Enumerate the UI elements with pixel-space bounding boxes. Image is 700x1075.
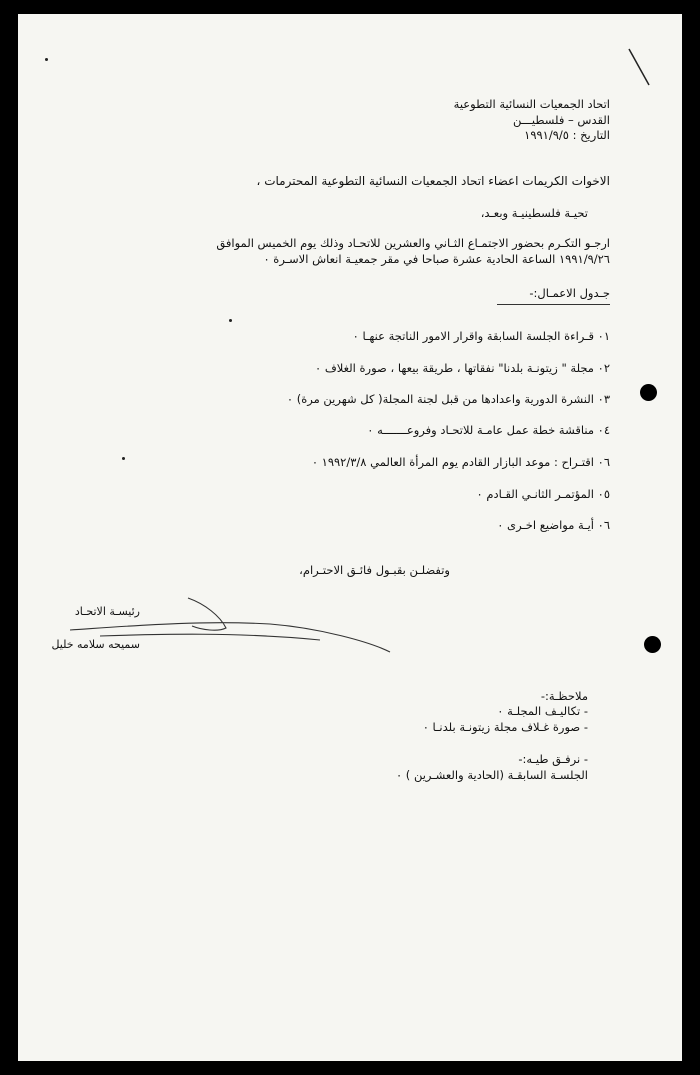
agenda-item: ٠٦ أيـة مواضيع اخـرى ٠ (497, 518, 610, 532)
note-item: - صورة غـلاف مجلة زيتونـة بلدنـا ٠ (422, 720, 588, 734)
agenda-item: ٠١ قـراءة الجلسة السابقة واقرار الامور الناتجة عنهـا ٠ (352, 329, 610, 343)
greeting: تحيـة فلسطينيـة وبعـد، (480, 206, 588, 220)
body-line-2: ١٩٩١/٩/٢٦ الساعة الحادية عشرة صباحا في مقر جمعيـة انعاش الاسـرة ٠ (263, 252, 610, 266)
note-item: - تكاليـف المجلـة ٠ (497, 704, 588, 718)
agenda-item: ٠٢ مجلة " زيتونـة بلدنا" نفقاتها ، طريقة بيعها ، صورة الغلاف ٠ (315, 361, 610, 375)
agenda-item: ٠٦ اقتـراح : موعد البازار القادم يوم المرأة العالمي ١٩٩٢/٣/٨ ٠ (311, 455, 610, 469)
agenda-underline (497, 304, 610, 305)
agenda-item: ٠٤ مناقشة خطة عمل عامـة للاتحـاد وفروعـــــــه ٠ (367, 423, 610, 437)
agenda-item: ٠٥ المؤتمـر الثانـي القـادم ٠ (476, 487, 610, 501)
corner-pen-mark (625, 45, 655, 90)
letterhead-org-name: اتحاد الجمعيات النسائية التطوعية (453, 97, 610, 111)
salutation: الاخوات الكريمات اعضاء اتحاد الجمعيات النسائية التطوعية المحترمات ، (256, 174, 610, 188)
letter-date: التاريخ : ١٩٩١/٩/٥ (524, 128, 610, 142)
letter-page (18, 14, 682, 1061)
punch-hole-lower (644, 636, 661, 653)
agenda-item: ٠٣ النشرة الدورية واعدادها من قبل لجنة المجلة( كل شهرين مرة) ٠ (286, 392, 610, 406)
ink-speck (45, 58, 48, 61)
signature-title: رئيسـة الاتحـاد (74, 605, 140, 618)
attachment-item: الجلسـة السابقـة (الحادية والعشـرين ) ٠ (395, 768, 588, 782)
signature-name: سميحه سلامه خليل (51, 638, 140, 651)
notes-heading: ملاحظـة:- (540, 689, 588, 703)
attachment-heading: - نرفـق طيـه:- (518, 752, 588, 766)
ink-speck (122, 457, 125, 460)
body-line-1: ارجـو التكـرم بحضور الاجتمـاع الثـاني والعشرين للاتحـاد وذلك يوم الخميس الموافق (216, 236, 610, 250)
agenda-heading: جـدول الاعمـال:- (529, 286, 610, 300)
closing: وتفضلـن بقبـول فائـق الاحتـرام، (299, 563, 450, 577)
letterhead-location: القدس – فلسطيـــن (513, 113, 610, 127)
ink-speck (229, 319, 232, 322)
punch-hole-upper (640, 384, 657, 401)
